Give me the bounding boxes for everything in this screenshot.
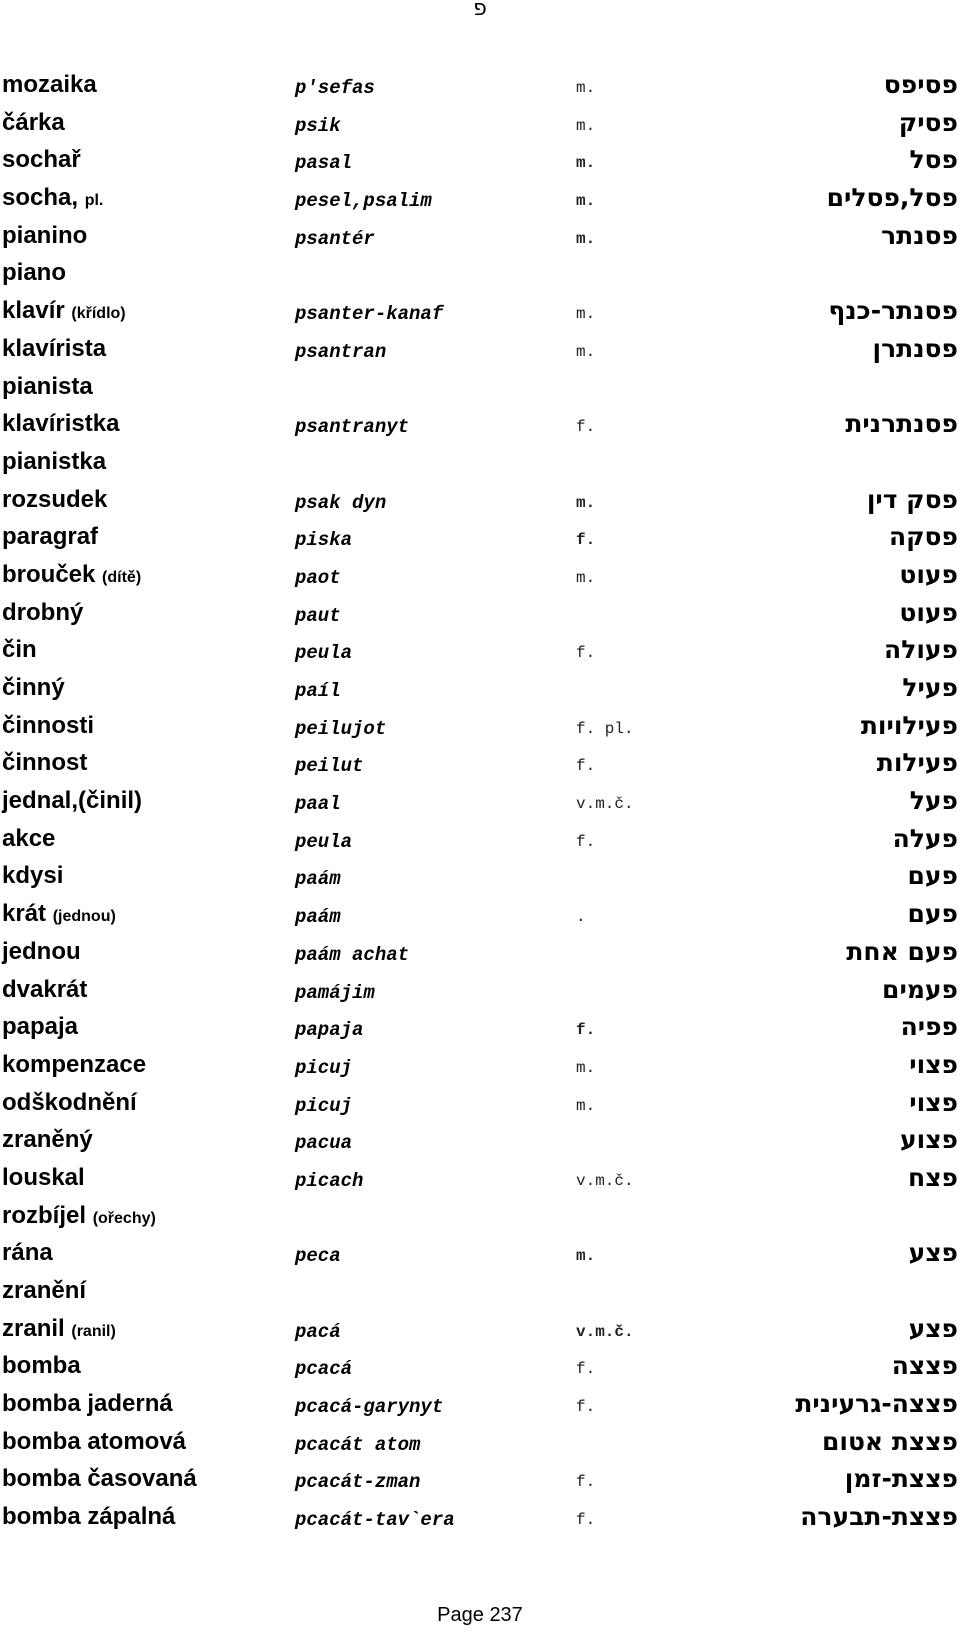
grammar-tag: m.: [576, 1096, 596, 1115]
grammar-tag: m.: [576, 154, 596, 173]
dictionary-row: [0, 1426, 960, 1464]
transliteration: paám achat: [295, 943, 410, 966]
page-number: Page 237: [437, 1604, 523, 1626]
transliteration: pacá: [295, 1320, 341, 1343]
dictionary-row: [0, 634, 960, 672]
hebrew-term: פסנתרנית: [845, 409, 958, 439]
czech-word: zranění: [2, 1277, 87, 1304]
czech-word: odškodnění: [2, 1088, 137, 1116]
czech-term: [2, 900, 116, 928]
czech-term: [2, 636, 37, 664]
czech-term: [2, 222, 87, 250]
transliteration: psantranyt: [295, 416, 410, 439]
transliteration: paal: [295, 793, 341, 816]
grammar-tag: f.: [576, 1398, 596, 1417]
czech-word: bomba atomová: [2, 1427, 187, 1455]
czech-word: socha,: [2, 184, 79, 212]
transliteration: psak dyn: [295, 491, 387, 514]
czech-term: [2, 1390, 173, 1418]
czech-term: [2, 1428, 186, 1456]
czech-note: (jednou): [52, 908, 116, 926]
czech-note: (ranil): [71, 1322, 116, 1340]
czech-term: [2, 71, 97, 99]
grammar-tag: .: [576, 908, 586, 927]
transliteration: pcacá-garynyt: [295, 1396, 444, 1419]
czech-term: [2, 373, 93, 401]
transliteration: pesel,psalim: [295, 190, 432, 213]
czech-note: (dítě): [102, 568, 142, 586]
grammar-tag: v.m.č.: [576, 1322, 634, 1341]
czech-word: louskal: [2, 1163, 85, 1191]
hebrew-term: פסנתר-כנף: [828, 296, 958, 326]
czech-term: [2, 674, 65, 702]
dictionary-row: [0, 936, 960, 974]
transliteration: peilut: [295, 755, 364, 778]
czech-word: činnosti: [2, 711, 95, 739]
czech-word: klavírista: [2, 334, 107, 362]
czech-term: [2, 825, 55, 853]
hebrew-term: פפיה: [900, 1012, 958, 1042]
transliteration: picuj: [295, 1094, 353, 1117]
grammar-tag: f.: [576, 1360, 596, 1379]
hebrew-term: פצע: [908, 1313, 958, 1343]
czech-term: [2, 1013, 78, 1041]
czech-term: [2, 862, 63, 890]
hebrew-term: פסק דין: [866, 484, 958, 514]
czech-word: papaja: [2, 1013, 79, 1041]
dictionary-row: [0, 1275, 960, 1313]
czech-word: klavír: [2, 297, 65, 325]
czech-word: sochař: [2, 146, 81, 174]
dictionary-row: [0, 220, 960, 258]
transliteration: picuj: [295, 1056, 353, 1079]
czech-word: brouček: [2, 560, 96, 588]
transliteration: psik: [295, 114, 341, 137]
transliteration: pcacát-tav`era: [295, 1509, 455, 1532]
czech-word: zraněný: [2, 1126, 93, 1154]
grammar-tag: m.: [576, 116, 596, 135]
czech-note: pl.: [84, 192, 104, 210]
dictionary-row: [0, 597, 960, 635]
czech-term: [2, 561, 141, 589]
czech-word: bomba zápalná: [2, 1503, 176, 1531]
czech-term: [2, 410, 119, 438]
czech-word: kompenzace: [2, 1050, 147, 1078]
czech-word: rozbíjel: [2, 1201, 87, 1229]
transliteration: pasal: [295, 152, 353, 175]
grammar-tag: f.: [576, 1511, 596, 1530]
transliteration: paám: [295, 906, 341, 929]
dictionary-row: [0, 559, 960, 597]
hebrew-term: פעילות: [876, 748, 958, 778]
czech-word: kdysi: [2, 862, 64, 890]
dictionary-table: [0, 69, 960, 1539]
czech-word: piano: [2, 259, 66, 287]
czech-term: [2, 976, 87, 1004]
section-letter: פ: [473, 0, 487, 21]
dictionary-row: [0, 672, 960, 710]
czech-term: [2, 749, 87, 777]
dictionary-row: [0, 785, 960, 823]
dictionary-row: [0, 295, 960, 333]
dictionary-row: [0, 1162, 960, 1200]
grammar-tag: m.: [576, 1058, 596, 1077]
czech-term: [2, 1051, 146, 1079]
hebrew-term: פעיל: [902, 673, 958, 702]
transliteration: papaja: [295, 1019, 364, 1042]
czech-word: bomba jaderná: [2, 1390, 173, 1418]
czech-term: [2, 486, 107, 514]
czech-word: krát: [2, 900, 47, 928]
dictionary-row: [0, 1501, 960, 1539]
czech-word: paragraf: [2, 523, 99, 551]
czech-word: dvakrát: [2, 975, 88, 1003]
dictionary-row: [0, 446, 960, 484]
dictionary-row: [0, 1124, 960, 1162]
czech-term: [2, 259, 66, 287]
grammar-tag: v.m.č.: [576, 1171, 634, 1190]
transliteration: pcacát atom: [295, 1433, 421, 1456]
hebrew-term: פצוע: [900, 1125, 958, 1155]
czech-term: [2, 448, 106, 476]
transliteration: pamájim: [295, 981, 375, 1004]
dictionary-row: [0, 1463, 960, 1501]
hebrew-term: פסנתרן: [872, 333, 958, 363]
transliteration: peula: [295, 830, 353, 853]
dictionary-row: [0, 144, 960, 182]
czech-word: drobný: [2, 598, 84, 626]
czech-term: [2, 1089, 137, 1117]
czech-word: pianino: [2, 221, 88, 249]
grammar-tag: f.: [576, 418, 596, 437]
grammar-tag: f.: [576, 757, 596, 776]
czech-term: [2, 1239, 53, 1267]
hebrew-term: פעילויות: [860, 710, 958, 740]
czech-word: jednal,(činil): [2, 787, 143, 815]
dictionary-row: [0, 1049, 960, 1087]
transliteration: pcacá: [295, 1358, 353, 1381]
hebrew-term: פסל,פסלים: [826, 183, 958, 213]
czech-term: [2, 1503, 175, 1531]
dictionary-row: [0, 333, 960, 371]
czech-term: [2, 1164, 85, 1192]
hebrew-term: פצע: [908, 1238, 958, 1268]
grammar-tag: m.: [576, 229, 596, 248]
dictionary-row: [0, 898, 960, 936]
dictionary-row: [0, 1350, 960, 1388]
hebrew-term: פעלה: [892, 823, 958, 853]
hebrew-term: פסל: [909, 145, 958, 175]
transliteration: peilujot: [295, 717, 387, 740]
czech-term: [2, 297, 126, 325]
czech-word: akce: [2, 824, 56, 852]
hebrew-term: פסיק: [898, 107, 958, 137]
hebrew-term: פעם: [907, 861, 958, 891]
hebrew-term: פעל: [909, 786, 958, 816]
czech-word: mozaika: [2, 71, 97, 98]
dictionary-row: [0, 371, 960, 409]
dictionary-row: [0, 1200, 960, 1238]
dictionary-row: [0, 1087, 960, 1125]
dictionary-row: [0, 408, 960, 446]
czech-term: [2, 146, 81, 174]
transliteration: paot: [295, 566, 341, 589]
grammar-tag: f. pl.: [576, 719, 634, 738]
czech-term: [2, 1465, 197, 1493]
hebrew-term: פצוי: [909, 1049, 958, 1079]
czech-word: klavíristka: [2, 410, 120, 438]
czech-term: [2, 712, 94, 740]
dictionary-row: [0, 710, 960, 748]
czech-term: [2, 1315, 116, 1343]
transliteration: pacua: [295, 1132, 353, 1155]
dictionary-row: [0, 1313, 960, 1351]
czech-term: [2, 1352, 81, 1380]
hebrew-term: פעולה: [884, 635, 958, 665]
hebrew-term: פעם אחת: [846, 936, 958, 966]
czech-word: činný: [2, 674, 65, 701]
transliteration: peula: [295, 642, 353, 665]
dictionary-row: [0, 257, 960, 295]
hebrew-term: פצח: [908, 1162, 958, 1192]
czech-word: činnost: [2, 749, 88, 777]
grammar-tag: m.: [576, 79, 596, 97]
dictionary-row: [0, 1011, 960, 1049]
czech-term: [2, 1277, 86, 1305]
transliteration: psantran: [295, 340, 387, 363]
dictionary-row: [0, 747, 960, 785]
grammar-tag: m.: [576, 1247, 596, 1266]
grammar-tag: f.: [576, 531, 596, 550]
dictionary-row: [0, 1237, 960, 1275]
czech-word: jednou: [2, 937, 81, 965]
transliteration: picach: [295, 1169, 364, 1192]
grammar-tag: m.: [576, 493, 596, 512]
grammar-tag: m.: [576, 192, 596, 211]
grammar-tag: f.: [576, 644, 596, 663]
hebrew-term: פעמים: [882, 974, 958, 1004]
czech-term: [2, 523, 98, 551]
czech-word: bomba časovaná: [2, 1465, 197, 1493]
hebrew-term: פצצה-גרעינית: [795, 1389, 958, 1419]
czech-term: [2, 599, 83, 627]
transliteration: pcacát-zman: [295, 1471, 421, 1494]
czech-term: [2, 335, 106, 363]
czech-word: čin: [2, 636, 37, 664]
hebrew-term: פעוט: [899, 559, 958, 589]
czech-term: [2, 1126, 93, 1154]
czech-word: bomba: [2, 1352, 81, 1380]
grammar-tag: v.m.č.: [576, 795, 634, 814]
hebrew-term: פצצת-תבערה: [800, 1502, 958, 1532]
transliteration: paám: [295, 868, 341, 891]
czech-note: (ořechy): [92, 1209, 156, 1227]
czech-word: pianista: [2, 372, 93, 400]
grammar-tag: f.: [576, 1473, 596, 1492]
transliteration: p'sefas: [295, 77, 375, 99]
hebrew-term: פסנתר: [881, 220, 958, 250]
czech-term: [2, 1202, 156, 1230]
transliteration: psantér: [295, 227, 375, 250]
hebrew-term: פצצה: [891, 1351, 958, 1381]
transliteration: peca: [295, 1245, 341, 1268]
hebrew-term: פצצת-זמן: [844, 1464, 958, 1494]
czech-word: čárka: [2, 108, 65, 136]
dictionary-row: [0, 860, 960, 898]
grammar-tag: m.: [576, 342, 596, 361]
dictionary-row: [0, 823, 960, 861]
czech-term: [2, 938, 81, 966]
dictionary-row: [0, 182, 960, 220]
transliteration: paut: [295, 604, 341, 627]
czech-term: [2, 787, 142, 815]
grammar-tag: m.: [576, 305, 596, 324]
czech-word: pianistka: [2, 447, 107, 475]
hebrew-term: פצצת אטום: [821, 1426, 958, 1456]
grammar-tag: f.: [576, 832, 596, 851]
czech-word: rozsudek: [2, 485, 108, 513]
hebrew-term: פסיפס: [883, 70, 958, 99]
czech-term: [2, 184, 103, 212]
hebrew-term: פסקה: [888, 522, 958, 552]
czech-word: rána: [2, 1239, 53, 1267]
transliteration: paíl: [295, 680, 341, 702]
dictionary-row: [0, 69, 960, 107]
czech-note: (křídlo): [71, 305, 126, 323]
transliteration: piska: [295, 529, 353, 552]
dictionary-row: [0, 484, 960, 522]
czech-term: [2, 109, 65, 137]
dictionary-row: [0, 974, 960, 1012]
czech-word: zranil: [2, 1314, 65, 1342]
dictionary-row: [0, 1388, 960, 1426]
transliteration: psanter-kanaf: [295, 303, 444, 326]
hebrew-term: פעוט: [899, 597, 958, 627]
hebrew-term: פצוי: [909, 1087, 958, 1117]
grammar-tag: f.: [576, 1021, 596, 1040]
dictionary-row: [0, 521, 960, 559]
grammar-tag: m.: [576, 568, 596, 587]
hebrew-term: פעם: [907, 899, 958, 929]
dictionary-row: [0, 107, 960, 145]
